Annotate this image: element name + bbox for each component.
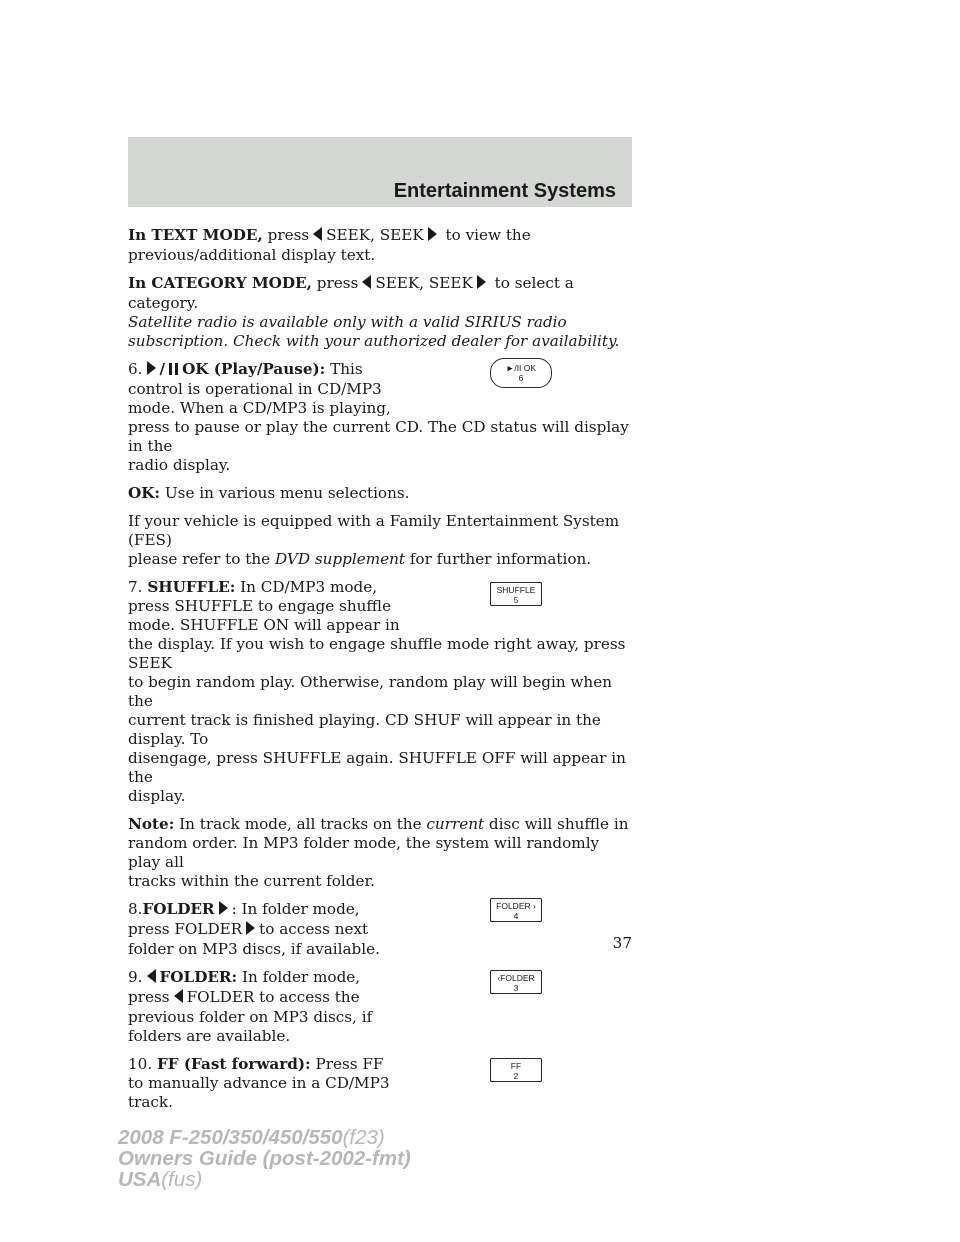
footer-model: 2008 F-250/350/450/550 (118, 1126, 343, 1149)
folder-prev-button-illustration (490, 970, 542, 994)
item-6-play-pause (128, 360, 632, 475)
folder-prev-button-label: ‹FOLDER (497, 973, 535, 983)
item-9-text-3: previous folder on MP3 discs, if (128, 1008, 373, 1026)
item-10-text-3: track. (128, 1093, 173, 1111)
folder-next-button-label: FOLDER › (496, 901, 536, 911)
shuffle-button-number: 5 (513, 595, 519, 605)
item-9-text-2b: FOLDER to access the (186, 988, 360, 1006)
dvd-supplement-ref: DVD supplement (274, 550, 405, 568)
seek-right-icon (428, 227, 437, 241)
page-number: 37 (612, 934, 632, 952)
note-paragraph (128, 815, 632, 891)
shuffle-button-illustration (490, 582, 542, 606)
item-8-text-3: folder on MP3 discs, if available. (128, 940, 380, 958)
folder-next-icon (246, 921, 255, 935)
folder-next-button-illustration (490, 898, 542, 922)
footer-model-code: (f23) (342, 1126, 385, 1149)
note-current: current (426, 815, 485, 833)
category-mode-press: press (316, 274, 359, 292)
item-7-text-2: press SHUFFLE to engage shuffle (128, 597, 392, 615)
category-mode-paragraph (128, 274, 632, 313)
footer-guide: Owners Guide (post-2002-fmt) (118, 1147, 411, 1170)
folder-next-button-number: 4 (513, 911, 519, 921)
folder-prev-icon (174, 989, 183, 1003)
item-7-text-4: the display. If you wish to engage shuffle mode right away, press SEEK (128, 635, 626, 672)
seek-left-icon (362, 275, 371, 289)
header-band (128, 137, 632, 207)
item-6-title: OK (Play/Pause): (182, 360, 326, 378)
text-mode-label: In TEXT MODE, (128, 226, 263, 244)
satellite-note-line-1: Satellite radio is available only with a valid SIRIUS radio (128, 313, 567, 331)
ff-button-number: 2 (513, 1071, 519, 1081)
fes-text-2a: please refer to the (128, 550, 271, 568)
item-7-text-1: In CD/MP3 mode, (240, 578, 378, 596)
item-6-text-5: radio display. (128, 456, 231, 474)
item-8-text-1: : In folder mode, (231, 900, 360, 918)
page-content (128, 226, 632, 1121)
note-text-1a: In track mode, all tracks on the (179, 815, 422, 833)
ok-button-number: 6 (518, 373, 524, 383)
folder-prev-icon (147, 969, 156, 983)
seek-right-icon (477, 275, 486, 289)
shuffle-button-label: SHUFFLE (496, 585, 536, 595)
note-text-1b: disc will shuffle in (488, 815, 629, 833)
footer-region-code: (fus) (161, 1168, 203, 1191)
item-10-fast-forward (128, 1055, 632, 1112)
item-8-title: FOLDER (142, 900, 215, 918)
item-6-text-3: mode. When a CD/MP3 is playing, (128, 399, 391, 417)
ok-button-label: ►/II OK (505, 363, 537, 373)
fes-text-2b: for further information. (409, 550, 592, 568)
item-7-shuffle (128, 578, 632, 806)
item-7-text-8: display. (128, 787, 186, 805)
text-mode-press: press (267, 226, 310, 244)
note-text-3: tracks within the current folder. (128, 872, 375, 890)
item-10-number: 10. (128, 1055, 153, 1073)
play-icon (147, 361, 156, 375)
item-10-text-2: to manually advance in a CD/MP3 (128, 1074, 390, 1092)
category-mode-tail: to select a (494, 274, 574, 292)
item-8-text-2b: to access next (259, 920, 369, 938)
item-8-number: 8. (128, 900, 143, 918)
folder-next-icon (219, 901, 228, 915)
item-10-title: FF (Fast forward): (156, 1055, 311, 1073)
item-6-number: 6. (128, 360, 143, 378)
ok-paragraph (128, 484, 632, 503)
note-label: Note: (128, 815, 175, 833)
item-9-number: 9. (128, 968, 143, 986)
item-6-text-2: control is operational in CD/MP3 (128, 380, 382, 398)
item-7-text-7: disengage, press SHUFFLE again. SHUFFLE OFF will appear in the (128, 749, 626, 786)
satellite-note-line-2: subscription. Check with your authorized dealer for availability. (128, 332, 620, 350)
item-10-text-1: Press FF (315, 1055, 384, 1073)
item-8-folder-next (128, 900, 632, 959)
item-7-text-6: current track is finished playing. CD SHUF will appear in the display. To (128, 711, 601, 748)
pause-icon (169, 363, 178, 375)
fes-text-1: If your vehicle is equipped with a Family Entertainment System (FES) (128, 512, 620, 549)
category-mode-tail-2: category. (128, 294, 199, 312)
seek-left-icon (313, 227, 322, 241)
fes-paragraph (128, 512, 632, 569)
item-9-text-4: folders are available. (128, 1027, 291, 1045)
item-6-slash: / (159, 360, 166, 378)
item-7-title: SHUFFLE: (147, 578, 236, 596)
text-mode-tail-2: previous/additional display text. (128, 246, 376, 264)
item-8-text-2a: press FOLDER (128, 920, 243, 938)
ok-label: OK: (128, 484, 161, 502)
section-title: Entertainment Systems (393, 180, 616, 202)
note-text-2: random order. In MP3 folder mode, the system will randomly play all (128, 834, 600, 871)
footer (118, 1127, 411, 1190)
item-9-text-1: In folder mode, (242, 968, 361, 986)
ok-text: Use in various menu selections. (164, 484, 410, 502)
item-7-text-3: mode. SHUFFLE ON will appear in (128, 616, 400, 634)
item-9-text-2a: press (128, 988, 170, 1006)
folder-prev-button-number: 3 (513, 983, 519, 993)
item-6-text-4: press to pause or play the current CD. The CD status will display in the (128, 418, 629, 455)
footer-region: USA (118, 1168, 162, 1191)
ok-button-illustration (490, 358, 552, 388)
item-6-text: This (330, 360, 363, 378)
item-7-number: 7. (128, 578, 143, 596)
category-mode-seek: SEEK, SEEK (375, 274, 473, 292)
ff-button-illustration (490, 1058, 542, 1082)
text-mode-paragraph (128, 226, 632, 265)
category-mode-label: In CATEGORY MODE, (128, 274, 312, 292)
ff-button-label: FF (510, 1061, 522, 1071)
satellite-note (128, 313, 632, 351)
item-7-text-5: to begin random play. Otherwise, random play will begin when the (128, 673, 612, 710)
text-mode-seek: SEEK, SEEK (326, 226, 424, 244)
item-9-title: FOLDER: (159, 968, 238, 986)
item-9-folder-prev (128, 968, 632, 1046)
text-mode-tail: to view the (445, 226, 531, 244)
